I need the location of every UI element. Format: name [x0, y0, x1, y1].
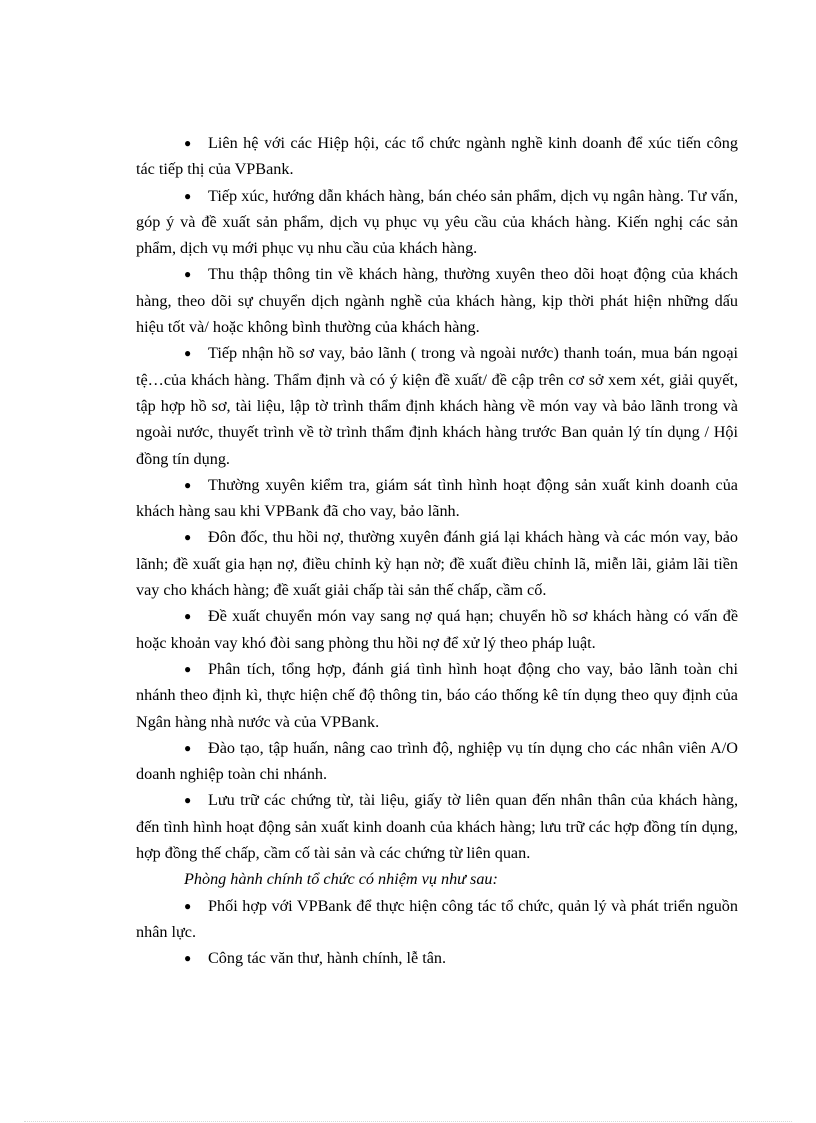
bullet-icon: ●	[184, 898, 192, 913]
bullet-icon: ●	[184, 609, 192, 624]
bullet-icon: ●	[184, 267, 192, 282]
bullet-text: Lưu trữ các chứng từ, tài liệu, giấy tờ liên quan đến nhân thân của khách hàng, đến tình hình hoạt động sản xuất kinh doanh của khách hàng; lưu trữ các hợp đồng tín dụng, hợp đồng thế chấp, cầm cố tài sản và các chứng từ liên quan.	[136, 791, 738, 863]
bullet-text: Thường xuyên kiểm tra, giám sát tình hình hoạt động sản xuất kinh doanh của khách hàng sau khi VPBank đã cho vay, bảo lãnh.	[136, 475, 738, 521]
bullet-text: Đào tạo, tập huấn, nâng cao trình độ, nghiệp vụ tín dụng cho các nhân viên A/O doanh nghiệp toàn chi nhánh.	[136, 738, 738, 784]
bullet-paragraph	[136, 735, 738, 788]
bullet-paragraph	[136, 603, 738, 656]
bullet-paragraph	[136, 472, 738, 525]
bullet-text: Tiếp xúc, hướng dẫn khách hàng, bán chéo sản phẩm, dịch vụ ngân hàng. Tư vấn, góp ý và đề xuất sản phẩm, dịch vụ phục vụ yêu cầu của khách hàng. Kiến nghị các sản phẩm, dịch vụ mới phục vụ nhu cầu của khách hàng.	[136, 186, 738, 258]
bullet-icon: ●	[184, 661, 192, 676]
bullet-text: Đề xuất chuyển món vay sang nợ quá hạn; chuyển hồ sơ khách hàng có vấn đề hoặc khoản vay khó đòi sang phòng thu hồi nợ để xử lý theo pháp luật.	[136, 607, 738, 652]
section-heading: Phòng hành chính tổ chức có nhiệm vụ như sau:	[184, 870, 498, 889]
bullet-paragraph	[136, 261, 738, 340]
bullet-text: Liên hệ với các Hiệp hội, các tổ chức ngành nghề kinh doanh để xúc tiến công tác tiếp thị của VPBank.	[136, 134, 738, 179]
bullet-paragraph	[136, 524, 738, 603]
bullet-text: Đôn đốc, thu hồi nợ, thường xuyên đánh giá lại khách hàng và các món vay, bảo lãnh; đề xuất gia hạn nợ, điều chỉnh kỳ hạn nờ; đề xuất điều chỉnh lã, miễn lãi, giảm lãi tiền vay cho khách hàng; đề xuất giải chấp tài sản thế chấp, cầm cố.	[136, 528, 738, 600]
bullet-paragraph	[136, 656, 738, 735]
bullet-text: Thu thập thông tin về khách hàng, thường xuyên theo dõi hoạt động của khách hàng, theo dõi sự chuyển dịch ngành nghề của khách hàng, kịp thời phát hiện những dấu hiệu tốt và/ hoặc không bình thường của khách hàng.	[136, 265, 738, 337]
bullet-text: Phối hợp với VPBank để thực hiện công tác tổ chức, quản lý và phát triển nguồn nhân lực.	[136, 896, 738, 941]
bullet-text: Tiếp nhận hồ sơ vay, bảo lãnh ( trong và ngoài nước) thanh toán, mua bán ngoại tệ…của khách hàng. Thẩm định và có ý kiện đề xuất/ đề cập trên cơ sở xem xét, giải quyết, tập hợp hồ sơ, tài liệu, lập tờ trình thẩm định khách hàng về món vay và bảo lãnh trong và ngoài nước, thuyết trình về tờ trình thẩm định khách hàng trước Ban quản lý tín dụng / Hội đồng tín dụng.	[136, 344, 738, 468]
bullet-paragraph	[136, 787, 738, 866]
bullet-text: Công tác văn thư, hành chính, lễ tân.	[208, 949, 447, 968]
bullet-icon: ●	[184, 951, 192, 966]
bullet-icon: ●	[184, 530, 192, 545]
duties-list-admin	[136, 893, 738, 972]
bullet-icon: ●	[184, 346, 192, 361]
bullet-paragraph	[136, 340, 738, 471]
bullet-icon: ●	[184, 740, 192, 755]
bullet-paragraph	[136, 183, 738, 262]
document-page	[136, 130, 738, 972]
bullet-icon: ●	[184, 188, 192, 203]
bullet-paragraph	[136, 893, 738, 946]
bullet-text: Phân tích, tổng hợp, đánh giá tình hình hoạt động cho vay, bảo lãnh toàn chi nhánh theo định kì, thực hiện chế độ thông tin, báo cáo thống kê tín dụng theo quy định của Ngân hàng nhà nước và của VPBank.	[136, 659, 738, 731]
bullet-icon: ●	[184, 136, 192, 150]
bullet-icon: ●	[184, 793, 192, 808]
bullet-icon: ●	[184, 477, 192, 492]
duties-list-credit	[136, 130, 738, 866]
bullet-paragraph	[136, 945, 738, 971]
bullet-paragraph	[136, 130, 738, 183]
page-bottom-divider	[24, 1121, 792, 1122]
